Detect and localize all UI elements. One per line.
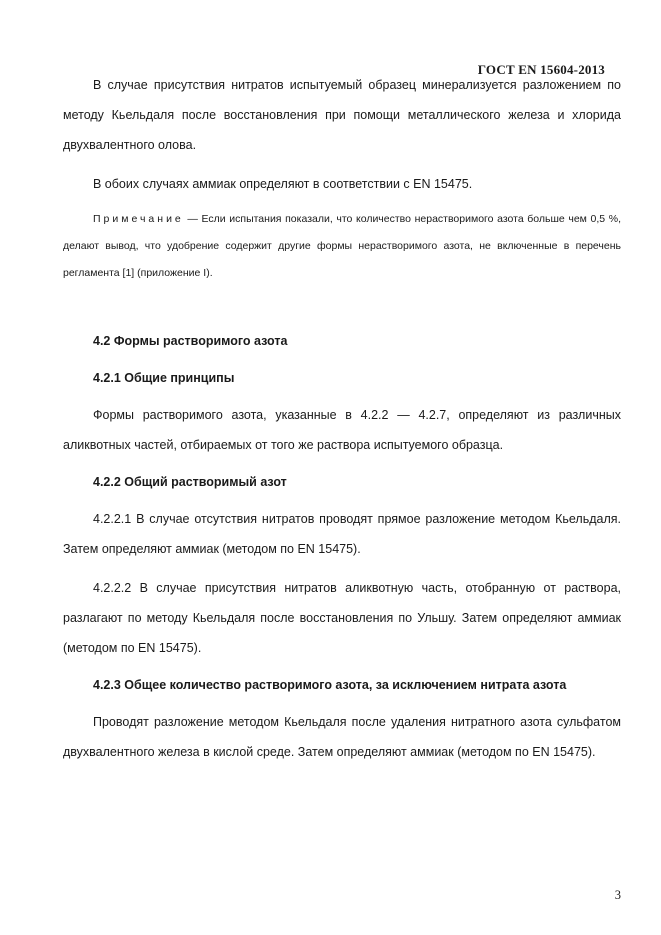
paragraph-ammonia-determination: В обоих случаях аммиак определяют в соответствии с EN 15475. xyxy=(93,177,473,191)
paragraph-4-2-2-2: 4.2.2.2 В случае присутствия нитратов аликвотную часть, отобранную от раствора, разлагают по методу Кьельдаля после восстановления по Ульшу. Затем определяют аммиак (методом по EN 15475). xyxy=(63,581,621,655)
paragraph-4-2-3: Проводят разложение методом Кьельдаля после удаления нитратного азота сульфатом двухвалентного железа в кислой среде. Затем определяют аммиак (методом по EN 15475). xyxy=(63,715,621,759)
paragraph-4-2-1: Формы растворимого азота, указанные в 4.2.2 — 4.2.7, определяют из различных аликвотных частей, отбираемых от того же раствора испытуемого образца. xyxy=(63,408,621,452)
heading-4-2: 4.2 Формы растворимого азота xyxy=(93,334,288,348)
document-body xyxy=(63,70,621,776)
heading-4-2-2: 4.2.2 Общий растворимый азот xyxy=(93,475,287,489)
heading-4-2-3: 4.2.3 Общее количество растворимого азота, за исключением нитрата азота xyxy=(93,678,567,692)
note-label: Примечание xyxy=(93,213,184,225)
paragraph-nitrates-mineralization: В случае присутствия нитратов испытуемый образец минерализуется разложением по методу Кьельдаля после восстановления при помощи металлического железа и хлорида двухвалентного олова. xyxy=(63,78,621,152)
page-number: 3 xyxy=(614,888,621,902)
standard-designation: ГОСТ EN 15604-2013 xyxy=(477,62,605,77)
section-spacer xyxy=(63,287,621,326)
paragraph-4-2-2-1: 4.2.2.1 В случае отсутствия нитратов проводят прямое разложение методом Кьельдаля. Затем определяют аммиак (методом по EN 15475). xyxy=(63,512,621,556)
note-text: — Если испытания показали, что количество нерастворимого азота больше чем 0,5 %, делают вывод, что удобрение содержит другие формы нерастворимого азота, не включенные в перечень регламента [1] (приложение I). xyxy=(63,213,621,279)
note-block xyxy=(63,206,621,287)
heading-4-2-1: 4.2.1 Общие принципы xyxy=(93,371,235,385)
